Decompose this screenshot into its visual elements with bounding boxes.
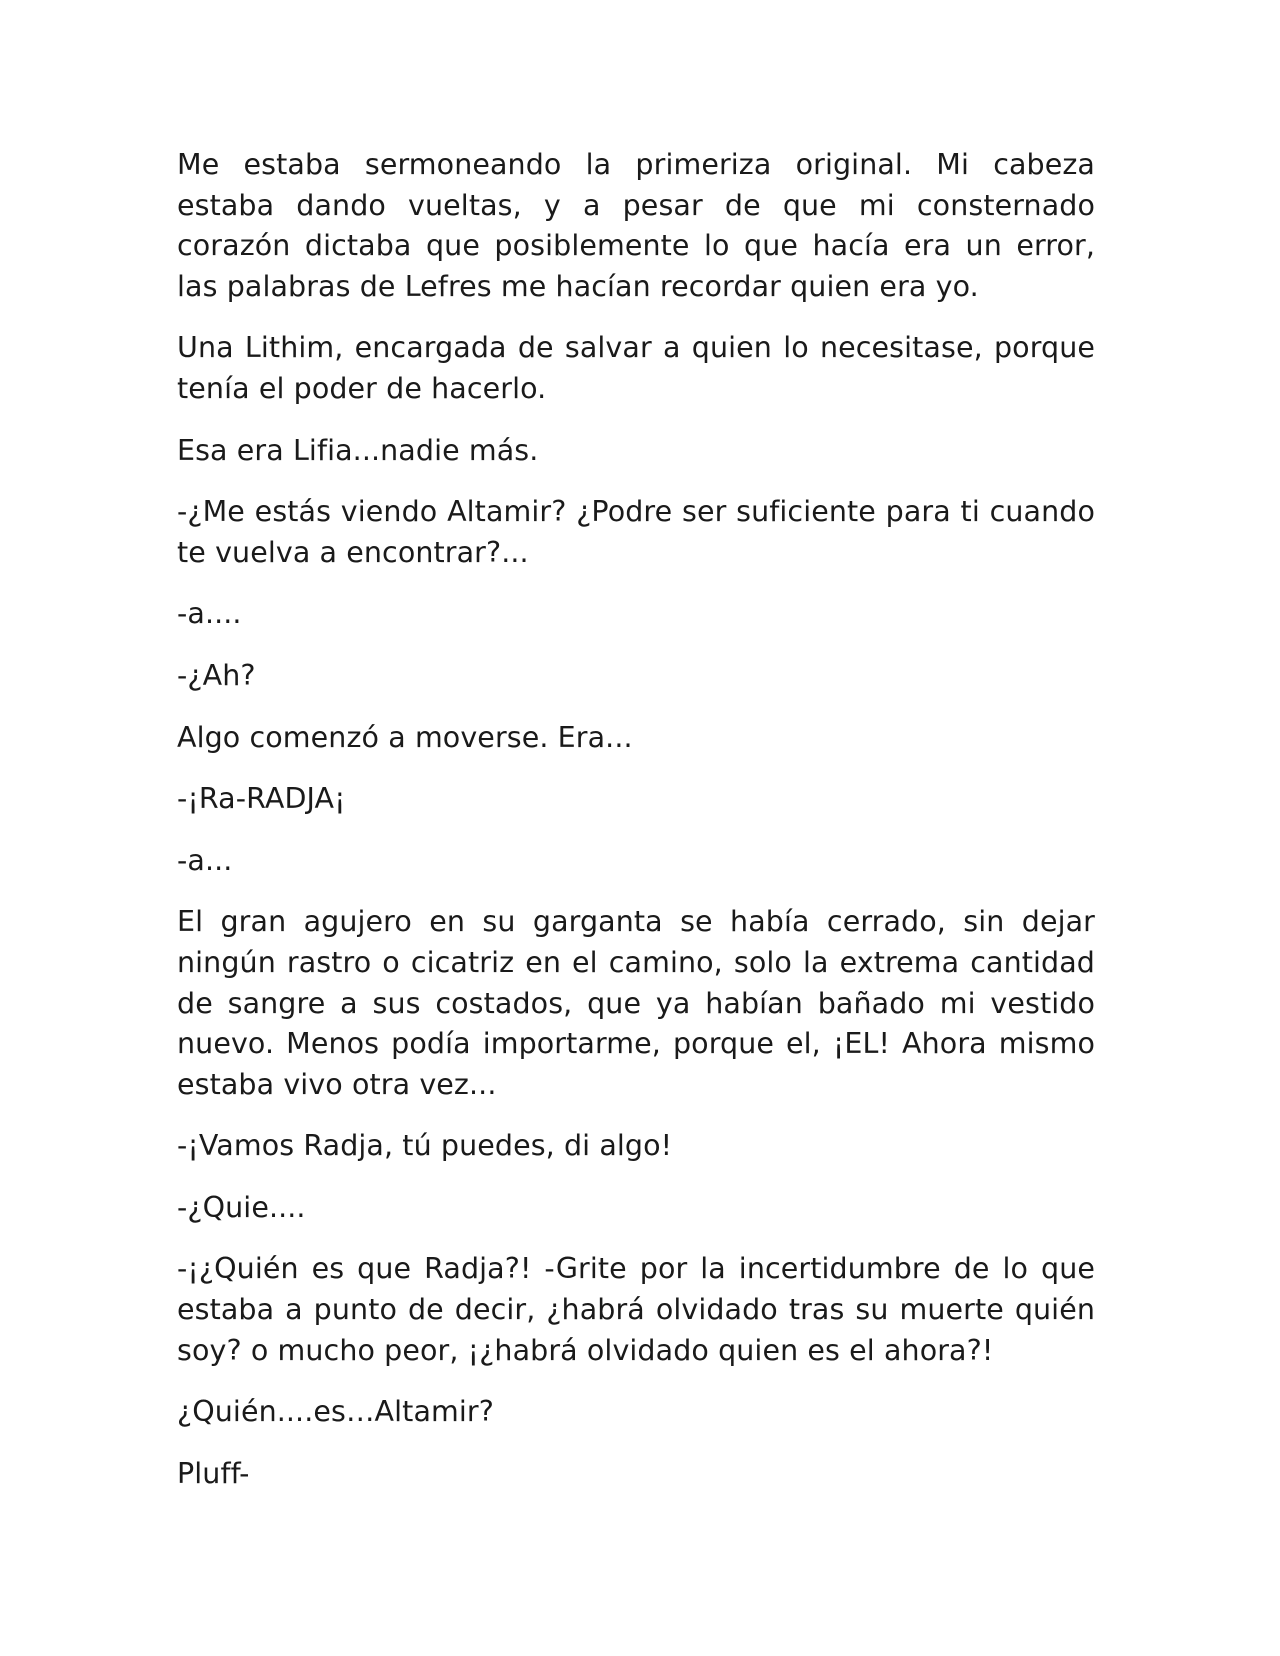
- paragraph-3: Esa era Lifia...nadie más.: [177, 433, 539, 467]
- paragraph-12: -¿Quie....: [177, 1190, 306, 1224]
- paragraph-14: ¿Quién....es…Altamir?: [177, 1395, 494, 1429]
- paragraph-10: El gran agujero en su garganta se había cerrado, sin dejar ningún rastro o cicatriz en el camino, solo la extrema cantidad de sangre a sus costados, que ya habían bañado mi vestido nuevo. Menos podía importarme, porque el, ¡EL! Ahora mismo estaba vivo otra vez...: [177, 905, 1095, 1101]
- paragraph-9: -a...: [177, 843, 233, 877]
- paragraph-6: -¿Ah?: [177, 658, 256, 692]
- paragraph-8: -¡Ra-RADJA¡: [177, 782, 346, 816]
- paragraph-15: Pluff-: [177, 1456, 250, 1490]
- paragraph-4: -¿Me estás viendo Altamir? ¿Podre ser suficiente para ti cuando te vuelva a encontrar?...: [177, 495, 1095, 569]
- paragraph-13: -¡¿Quién es que Radja?! -Grite por la incertidumbre de lo que estaba a punto de decir, ¿habrá olvidado tras su muerte quién soy? o mucho peor, ¡¿habrá olvidado quien es el ahora?!: [177, 1252, 1095, 1367]
- paragraph-7: Algo comenzó a moverse. Era...: [177, 720, 633, 754]
- paragraph-11: -¡Vamos Radja, tú puedes, di algo!: [177, 1129, 673, 1163]
- paragraph-5: -a....: [177, 597, 242, 631]
- text-body: [177, 145, 1095, 1494]
- paragraph-1: Me estaba sermoneando la primeriza original. Mi cabeza estaba dando vueltas, y a pesar de que mi consternado corazón dictaba que posiblemente lo que hacía era un error, las palabras de Lefres me hacían recordar quien era yo.: [177, 148, 1095, 303]
- paragraph-2: Una Lithim, encargada de salvar a quien lo necesitase, porque tenía el poder de hacerlo.: [177, 331, 1095, 405]
